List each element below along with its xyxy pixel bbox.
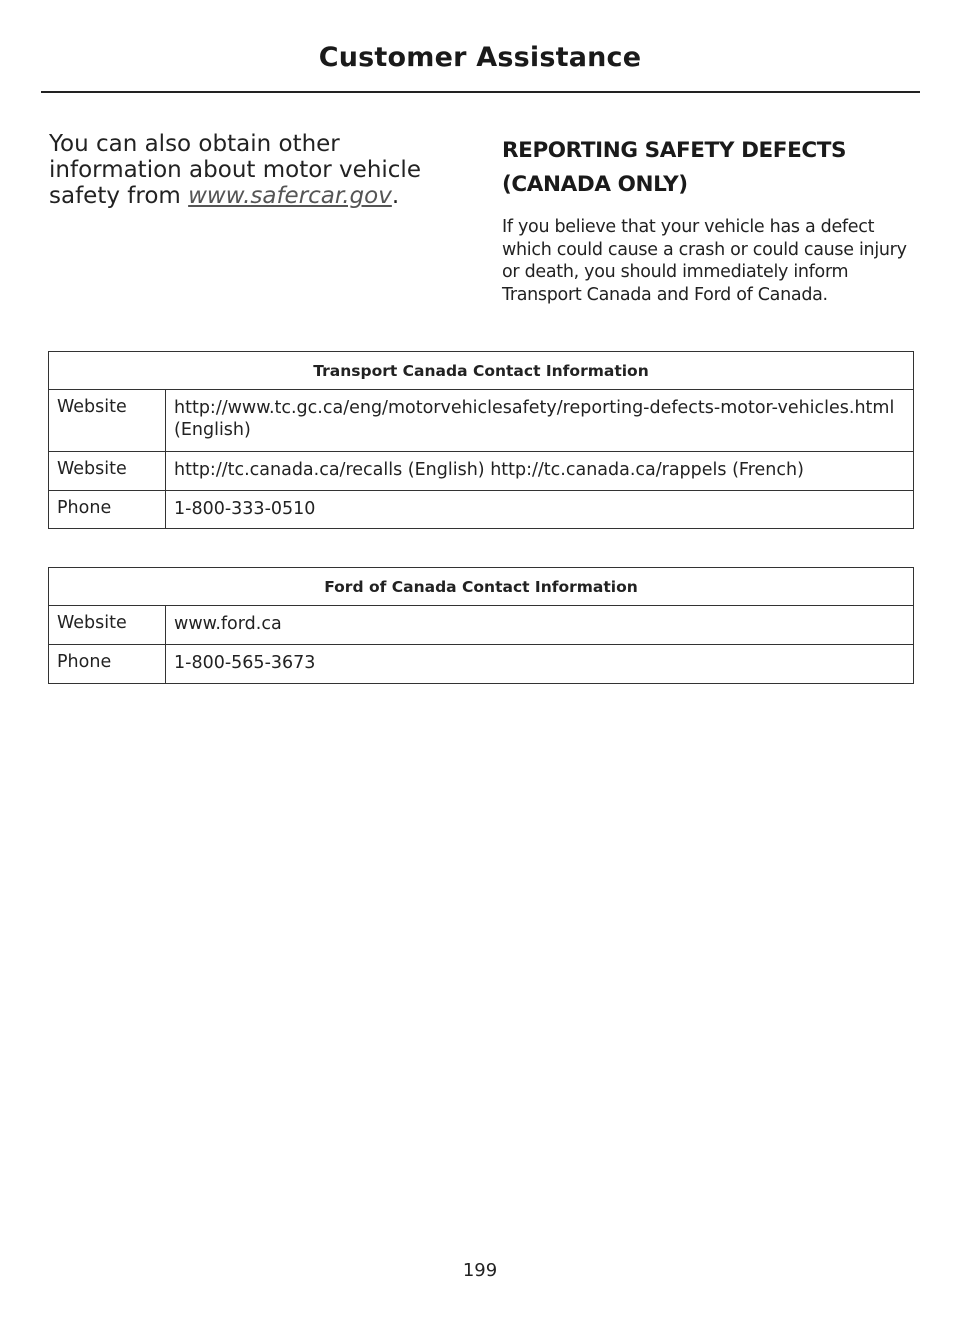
row-value: http://www.tc.gc.ca/eng/motorvehiclesafety/reporting-defects-motor-vehicles.html (English)	[166, 390, 914, 452]
row-label: Website	[49, 390, 166, 452]
section-heading: REPORTING SAFETY DEFECTS (CANADA ONLY)	[502, 138, 847, 197]
header-divider	[41, 91, 920, 93]
section-body: If you believe that your vehicle has a defect which could cause a crash or could cause injury or death, you should immediately inform Transport Canada and Ford of Canada.	[502, 217, 907, 305]
intro-paragraph	[49, 131, 459, 209]
table-row	[49, 491, 914, 529]
page-title: Customer Assistance	[318, 42, 642, 73]
row-label: Website	[49, 606, 166, 645]
row-value: 1-800-565-3673	[166, 645, 914, 684]
transport-canada-table	[48, 351, 914, 529]
row-label: Phone	[49, 491, 166, 529]
intro-period: .	[391, 183, 400, 209]
row-label: Phone	[49, 645, 166, 684]
table-row	[49, 606, 914, 645]
table-row	[49, 390, 914, 452]
row-label: Website	[49, 452, 166, 491]
table-title: Transport Canada Contact Information	[49, 352, 914, 390]
table-row	[49, 452, 914, 491]
ford-canada-table	[48, 567, 914, 684]
intro-text: You can also obtain other information about motor vehicle safety from	[49, 131, 421, 209]
safercar-link[interactable]: www.safercar.gov	[188, 183, 392, 209]
reporting-section	[502, 134, 914, 306]
table-row	[49, 645, 914, 684]
table-title: Ford of Canada Contact Information	[49, 568, 914, 606]
page-number: 199	[462, 1260, 498, 1281]
row-value: www.ford.ca	[166, 606, 914, 645]
row-value: http://tc.canada.ca/recalls (English) http://tc.canada.ca/rappels (French)	[166, 452, 914, 491]
row-value: 1-800-333-0510	[166, 491, 914, 529]
